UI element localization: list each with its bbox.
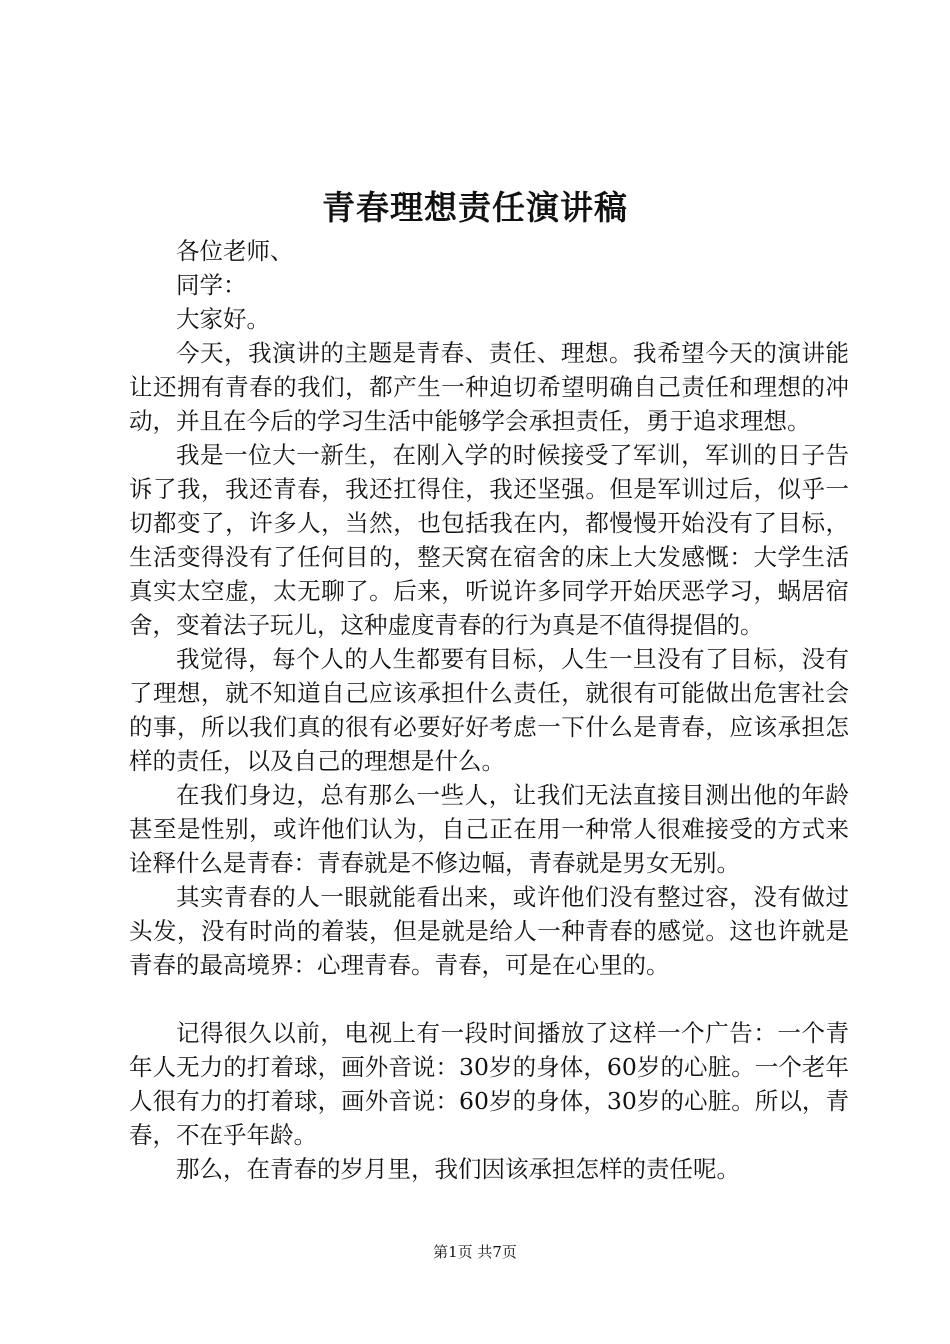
document-title: 青春理想责任演讲稿 — [322, 188, 628, 227]
greeting-line-1: 各位老师、 — [176, 237, 294, 265]
body-paragraph: 在我们身边，总有那么一些人，让我们无法直接目测出他的年龄甚至是性别，或许他们认为，自己正在用一种常人很难接受的方式来诠释什么是青春：青春就是不修边幅，青春就是男女无别。 — [129, 781, 849, 877]
page-footer: 第1页 共7页 — [433, 1243, 517, 1261]
body-paragraph: 今天，我演讲的主题是青春、责任、理想。我希望今天的演讲能让还拥有青春的我们，都产生一种迫切希望明确自己责任和理想的冲动，并且在今后的学习生活中能够学会承担责任，勇于追求理想。 — [129, 339, 849, 435]
document-body — [129, 234, 849, 1186]
body-paragraph: 其实青春的人一眼就能看出来，或许他们没有整过容，没有做过头发，没有时尚的着装，但是就是给人一种青春的感觉。这也许就是青春的最高境界：心理青春。青春，可是在心里的。 — [129, 883, 849, 979]
body-paragraph: 记得很久以前，电视上有一段时间播放了这样一个广告：一个青年人无力的打着球，画外音说：30岁的身体，60岁的心脏。一个老年人很有力的打着球，画外音说：60岁的身体，30岁的心脏。所以，青春，不在乎年龄。 — [129, 1019, 849, 1149]
body-paragraph: 我觉得，每个人的人生都要有目标，人生一旦没有了目标，没有了理想，就不知道自己应该承担什么责任，就很有可能做出危害社会的事，所以我们真的很有必要好好考虑一下什么是青春，应该承担怎样的责任，以及自己的理想是什么。 — [129, 645, 849, 775]
greeting-line-3: 大家好。 — [176, 305, 270, 333]
body-paragraph: 我是一位大一新生，在刚入学的时候接受了军训，军训的日子告诉了我，我还青春，我还扛得住，我还坚强。但是军训过后，似乎一切都变了，许多人，当然，也包括我在内，都慢慢开始没有了目标，生活变得没有了任何目的，整天窝在宿舍的床上大发感慨：大学生活真实太空虚，太无聊了。后来，听说许多同学开始厌恶学习，蜗居宿舍，变着法子玩儿，这种虚度青春的行为真是不值得提倡的。 — [129, 441, 849, 639]
greeting-line-2: 同学： — [176, 271, 247, 299]
body-paragraph: 那么，在青春的岁月里，我们因该承担怎样的责任呢。 — [176, 1155, 740, 1183]
